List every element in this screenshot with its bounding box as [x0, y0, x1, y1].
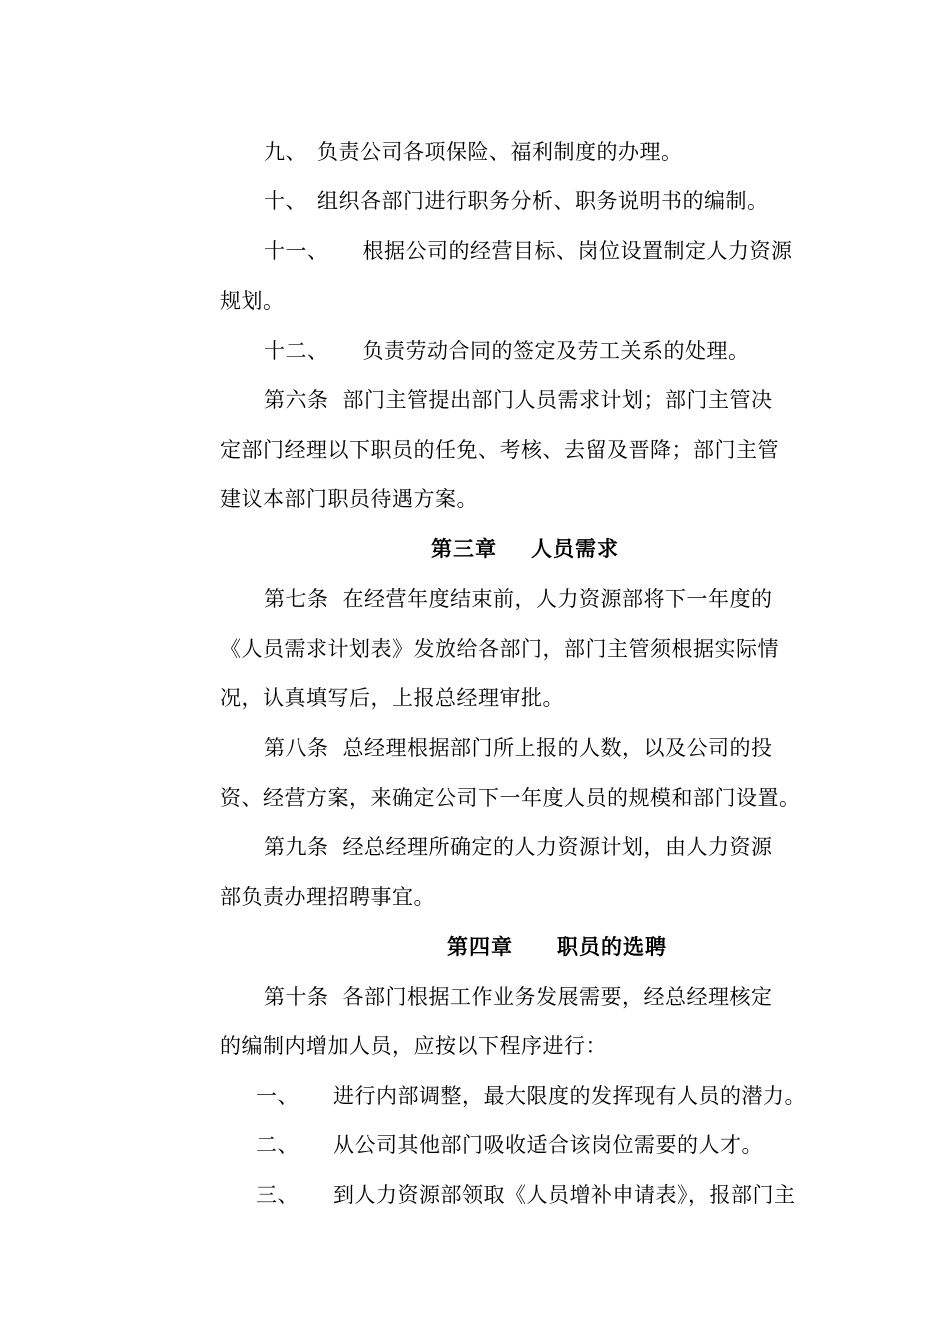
- article-number: 第九条: [264, 835, 329, 859]
- clause-text: 负责公司各项保险、福利制度的办理。: [317, 140, 683, 164]
- clause-11-continued: 规划。: [220, 289, 285, 313]
- article-number: 第十条: [264, 985, 329, 1009]
- clause-number: 十二、: [264, 339, 329, 363]
- article-6-line-3: 建议本部门职员待遇方案。: [220, 487, 478, 511]
- article-9: [264, 832, 810, 862]
- chapter-number: 第四章: [447, 934, 513, 959]
- article-10: [264, 982, 810, 1012]
- article-text: 各部门根据工作业务发展需要，经总经理核定: [342, 985, 773, 1009]
- clause-number: 九、: [264, 140, 307, 164]
- clause-text: 根据公司的经营目标、岗位设置制定人力资源: [362, 239, 793, 263]
- procedure-text: 进行内部调整，最大限度的发挥现有人员的潜力。: [333, 1084, 806, 1108]
- procedure-1: [256, 1081, 810, 1111]
- chapter-title: 人员需求: [531, 536, 619, 561]
- clause-number: 十、: [264, 189, 307, 213]
- clause-12: [264, 336, 810, 366]
- procedure-number: 三、: [256, 1183, 299, 1207]
- article-text: 部门主管提出部门人员需求计划；部门主管决: [342, 388, 773, 412]
- article-7-line-3: 况，认真填写后，上报总经理审批。: [220, 686, 564, 710]
- clause-number: 十一、: [264, 239, 329, 263]
- article-9-line-2: 部负责办理招聘事宜。: [220, 885, 435, 909]
- clause-9: [264, 137, 810, 167]
- article-6-line-2: 定部门经理以下职员的任免、考核、去留及晋降；部门主管: [220, 438, 779, 462]
- article-text: 在经营年度结束前，人力资源部将下一年度的: [342, 587, 773, 611]
- article-7-line-2: 《人员需求计划表》发放给各部门，部门主管须根据实际情: [220, 637, 779, 661]
- article-8-line-2: 资、经营方案，来确定公司下一年度人员的规模和部门设置。: [220, 786, 801, 810]
- article-number: 第八条: [264, 736, 329, 760]
- procedure-3: [256, 1180, 810, 1210]
- article-number: 第六条: [264, 388, 329, 412]
- clause-text: 负责劳动合同的签定及劳工关系的处理。: [362, 339, 750, 363]
- procedure-number: 一、: [256, 1084, 299, 1108]
- clause-11: [264, 236, 810, 266]
- article-6: [264, 385, 810, 415]
- article-text: 经总经理所确定的人力资源计划，由人力资源: [342, 835, 773, 859]
- clause-10: [264, 186, 810, 216]
- article-text: 总经理根据部门所上报的人数，以及公司的投: [342, 736, 773, 760]
- article-number: 第七条: [264, 587, 329, 611]
- article-8: [264, 733, 810, 763]
- chapter-4-heading: [447, 932, 667, 962]
- procedure-text: 到人力资源部领取《人员增补申请表》，报部门主: [333, 1183, 796, 1207]
- chapter-number: 第三章: [431, 536, 497, 561]
- procedure-text: 从公司其他部门吸收适合该岗位需要的人才。: [333, 1133, 763, 1157]
- procedure-number: 二、: [256, 1133, 299, 1157]
- clause-text: 组织各部门进行职务分析、职务说明书的编制。: [317, 189, 769, 213]
- article-10-line-2: 的编制内增加人员，应按以下程序进行：: [220, 1034, 607, 1058]
- chapter-title: 职员的选聘: [557, 934, 667, 959]
- procedure-2: [256, 1130, 810, 1160]
- article-7: [264, 584, 810, 614]
- chapter-3-heading: [431, 534, 619, 564]
